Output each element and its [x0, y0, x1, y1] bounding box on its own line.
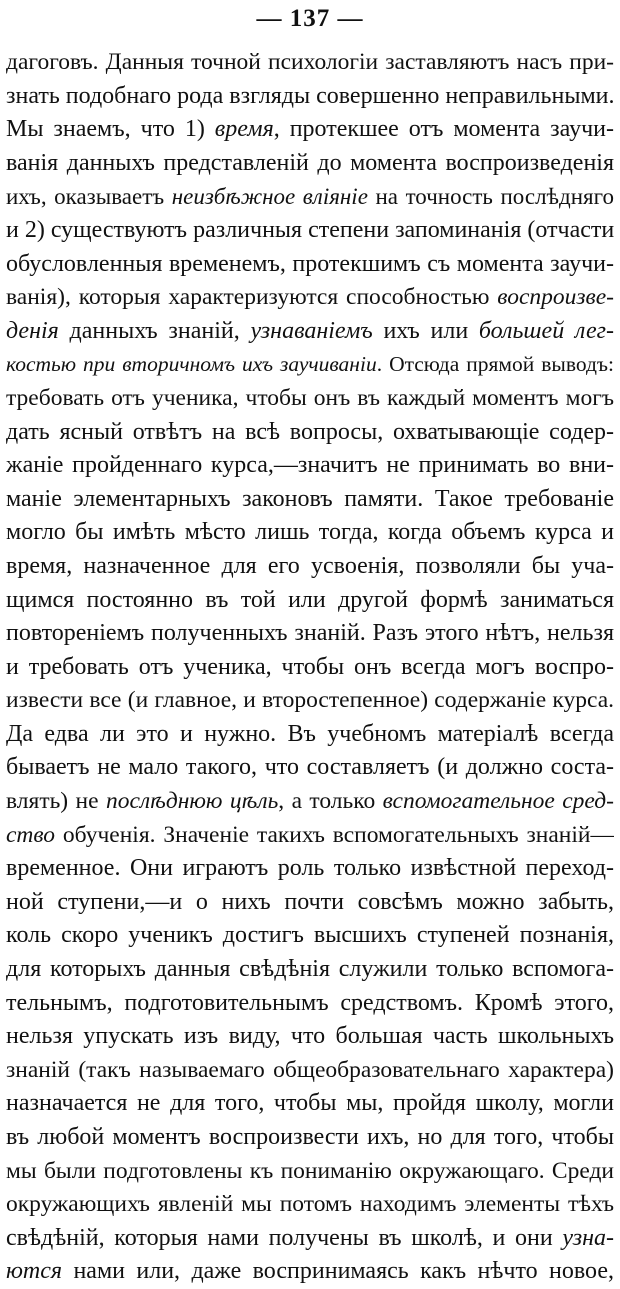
text-line — [6, 584, 614, 618]
text-segment: и 2) существуютъ различныя степени запоминанія (отчасти — [6, 216, 614, 243]
text-line — [6, 886, 614, 920]
text-segment: и требовать отъ ученика, чтобы онъ всегда могъ воспро- — [6, 653, 614, 680]
italic-text: вспомогательное сред- — [382, 788, 614, 815]
text-segment: могло бы имѣть мѣсто лишь тогда, когда объемъ курса и — [6, 519, 614, 546]
text-segment: щимся постоянно въ той или другой формѣ заниматься — [6, 586, 614, 613]
text-line — [6, 449, 614, 483]
text-segment: для которыхъ данныя свѣдѣнія служили только вспомога- — [6, 956, 614, 983]
text-segment: Мы знаемъ, что 1) — [6, 116, 215, 143]
text-segment: знаній (такъ называемаго общеобразовательнаго характера) — [6, 1056, 614, 1083]
text-segment: данныхъ знаній, — [58, 317, 251, 344]
italic-text: большей лег- — [478, 317, 614, 344]
text-segment: время, назначенное для его усвоенія, позволяли бы уча- — [6, 552, 614, 579]
text-segment: на точность послѣдняго — [367, 184, 614, 210]
page-number: — 137 — — [256, 5, 364, 32]
italic-text: время — [214, 116, 274, 143]
text-segment: дать ясный отвѣтъ на всѣ вопросы, охватывающіе содер- — [6, 418, 614, 445]
text-segment: маніе элементарныхъ законовъ памяти. Такое требованіе — [6, 485, 614, 512]
text-line — [6, 785, 614, 819]
text-line — [6, 751, 614, 785]
text-line — [6, 953, 614, 987]
italic-text: костью при вторичномъ ихъ заучиваніи — [6, 352, 377, 377]
text-line — [6, 987, 614, 1021]
italic-text: узнаваніемъ — [250, 317, 373, 344]
text-line — [6, 80, 614, 114]
text-line — [6, 348, 614, 382]
text-line — [6, 46, 614, 80]
text-segment: влять) не — [6, 788, 106, 815]
text-segment: въ любой моментъ воспроизвести ихъ, но для того, чтобы — [6, 1124, 614, 1150]
text-line — [6, 617, 614, 651]
text-segment: коль скоро ученикъ достигъ высшихъ ступеней познанія, — [6, 922, 614, 949]
body-text — [6, 46, 614, 1289]
text-segment: , протекшее отъ момента заучи- — [273, 116, 614, 143]
italic-text: воспроизве- — [497, 284, 614, 311]
text-line — [6, 1222, 614, 1256]
text-line — [6, 651, 614, 685]
text-line — [6, 1054, 614, 1088]
text-segment: мы были подготовлены къ пониманію окружающаго. Среди — [6, 1157, 614, 1184]
text-line — [6, 315, 614, 349]
text-segment: Да едва ли это и нужно. Въ учебномъ матеріалѣ всегда — [6, 720, 614, 747]
text-segment: обученія. Значеніе такихъ вспомогательныхъ знаній— — [55, 821, 614, 848]
text-segment: . Отсюда прямой выводъ: — [376, 352, 614, 377]
text-line — [6, 214, 614, 248]
text-line — [6, 483, 614, 517]
text-segment: ванія данныхъ представленій до момента воспроизведенія — [6, 149, 614, 176]
text-segment: извести все (и главное, и второстепенное) содержаніе курса. — [6, 687, 614, 714]
italic-text: ство — [6, 821, 56, 848]
text-line — [6, 852, 614, 886]
italic-text: узна- — [562, 1224, 614, 1251]
text-segment: , а только — [278, 788, 383, 815]
text-line — [6, 550, 614, 584]
text-line — [6, 1255, 614, 1289]
text-line — [6, 1188, 614, 1222]
text-segment: ванія), которыя характеризуются способностью — [6, 284, 498, 311]
text-line — [6, 180, 614, 214]
text-line — [6, 819, 614, 853]
text-line — [6, 248, 614, 282]
text-line — [6, 1155, 614, 1189]
text-segment: свѣдѣній, которыя нами получены въ школѣ, и они — [6, 1224, 563, 1251]
text-line — [6, 1121, 614, 1155]
text-line — [6, 718, 614, 752]
text-segment: повтореніемъ полученныхъ знаній. Разъ этого нѣтъ, нельзя — [6, 620, 614, 647]
text-segment: дагоговъ. Данныя точной психологіи заставляютъ насъ при- — [6, 49, 614, 75]
text-line — [6, 382, 614, 416]
text-segment: знать подобнаго рода взгляды совершенно неправильными. — [6, 82, 614, 109]
text-line — [6, 147, 614, 181]
text-segment: тельнымъ, подготовительнымъ средствомъ. Кромѣ этого, — [6, 989, 614, 1016]
text-segment: нами или, даже воспринимаясь какъ нѣчто новое, — [62, 1258, 614, 1285]
text-line — [6, 113, 614, 147]
text-line — [6, 919, 614, 953]
text-segment: бываетъ не мало такого, что составляетъ (и должно соста- — [6, 754, 614, 781]
text-segment: требовать отъ ученика, чтобы онъ въ каждый моментъ могъ — [6, 384, 614, 411]
text-segment: окружающихъ явленій мы потомъ находимъ элементы тѣхъ — [6, 1191, 614, 1218]
text-segment: ной ступени,—и о нихъ почти совсѣмъ можно забыть, — [6, 888, 614, 915]
text-line — [6, 684, 614, 718]
italic-text: денія — [6, 317, 59, 344]
italic-text: ются — [6, 1258, 63, 1285]
text-segment: ихъ или — [372, 317, 479, 344]
text-segment: нельзя упускать изъ виду, что большая часть школьныхъ — [6, 1023, 614, 1050]
text-segment: назначается не для того, чтобы мы, пройдя школу, могли — [6, 1090, 614, 1117]
text-segment: ихъ, оказываетъ — [6, 184, 172, 210]
text-segment: жаніе пройденнаго курса,—значитъ не принимать во вни- — [6, 452, 614, 479]
italic-text: неизбѣжное вліяніе — [171, 184, 368, 210]
text-line — [6, 1087, 614, 1121]
text-segment: временное. Они играютъ роль только извѣстной переход- — [6, 855, 614, 882]
italic-text: послѣднюю цѣль — [105, 788, 279, 815]
text-line — [6, 1020, 614, 1054]
text-segment: обусловленныя временемъ, протекшимъ съ момента заучи- — [6, 250, 614, 277]
text-line — [6, 416, 614, 450]
text-line — [6, 281, 614, 315]
text-line — [6, 516, 614, 550]
